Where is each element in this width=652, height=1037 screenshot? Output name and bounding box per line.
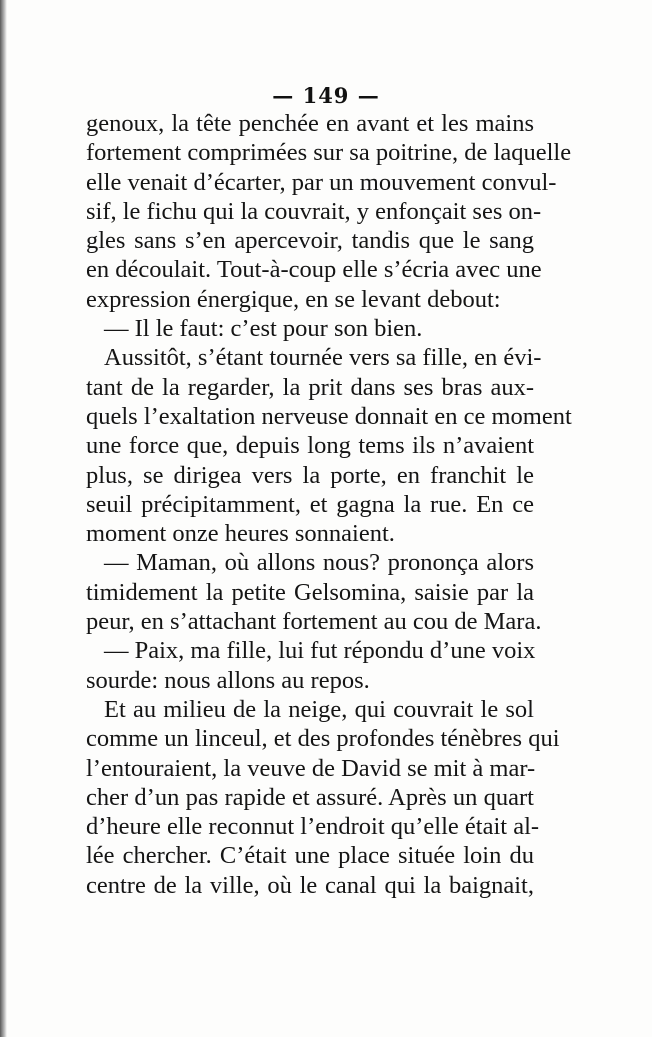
text-line: — Il le faut: c’est pour son bien. (104, 315, 423, 343)
page-binding-edge (0, 0, 7, 1037)
text-line: — Paix, ma fille, lui fut répondu d’une voix (104, 637, 536, 665)
text-line: centre de la ville, où le canal qui la baignait, (86, 871, 534, 899)
text-line: tant de la regarder, la prit dans ses bras aux- (86, 373, 534, 401)
text-line: timidement la petite Gelsomina, saisie par la (86, 578, 534, 606)
text-line: cher d’un pas rapide et assuré. Après un quart (86, 783, 534, 811)
text-line: peur, en s’attachant fortement au cou de Mara. (86, 608, 542, 636)
text-line: l’entouraient, la veuve de David se mit à mar- (86, 754, 536, 782)
page-number: — 149 — (272, 83, 380, 108)
text-line: en découlait. Tout-à-coup elle s’écria avec une (86, 256, 542, 284)
text-line: une force que, depuis long tems ils n’avaient (86, 432, 534, 460)
text-line: sourde: nous allons au repos. (86, 666, 370, 694)
text-line: fortement comprimées sur sa poitrine, de laquelle (86, 139, 572, 167)
text-line: d’heure elle reconnut l’endroit qu’elle était al- (86, 813, 540, 841)
text-line: quels l’exaltation nerveuse donnait en ce moment (86, 402, 572, 430)
text-line: sif, le fichu qui la couvrait, y enfonçait ses on- (86, 197, 542, 225)
text-line: expression énergique, en se levant debout: (86, 285, 501, 313)
text-line: elle venait d’écarter, par un mouvement convul- (86, 168, 557, 196)
text-line: plus, se dirigea vers la porte, en franchit le (86, 461, 534, 489)
body-text (86, 109, 572, 900)
text-line: gles sans s’en apercevoir, tandis que le sang (86, 227, 534, 255)
text-line: moment onze heures sonnaient. (86, 520, 395, 548)
text-line: — Maman, où allons nous? prononça alors (104, 549, 534, 577)
text-line: Et au milieu de la neige, qui couvrait le sol (104, 695, 534, 723)
text-line: genoux, la tête penchée en avant et les mains (86, 110, 534, 137)
text-line: comme un linceul, et des profondes ténèbres qui (86, 725, 560, 753)
text-line: Aussitôt, s’étant tournée vers sa fille, en évi- (104, 344, 542, 372)
text-line: seuil précipitamment, et gagna la rue. En ce (86, 490, 534, 518)
text-line: lée chercher. C’était une place située loin du (86, 842, 534, 870)
